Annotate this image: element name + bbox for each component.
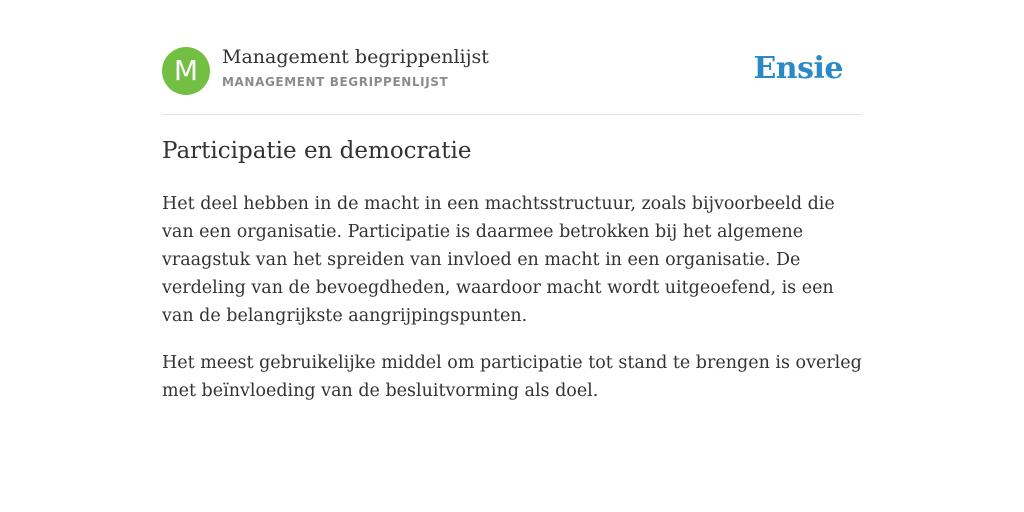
term-title: Participatie en democratie [162,138,472,164]
definition-paragraph: Het deel hebben in de macht in een machtsstructuur, zoals bijvoorbeeld die van een organisatie. Participatie is daarmee betrokken bij het algemene vraagstuk van het spreiden van invloed en macht in een organisatie. De verdeling van de bevoegdheden, waardoor macht wordt uitgeoefend, is een van de belangrijkste aangrijpingspunten. [162,194,835,326]
definition-paragraph: Het meest gebruikelijke middel om participatie tot stand te brengen is overleg met beïnvloeding van de besluitvorming als doel. [162,353,862,401]
definition-body [162,190,862,424]
definition-card [162,0,862,401]
source-avatar[interactable]: M [162,47,210,95]
source-title[interactable]: Management begrippenlijst [222,46,489,68]
ensie-logo[interactable]: Ensie [753,51,843,86]
card-header [162,0,862,115]
source-subtitle: MANAGEMENT BEGRIPPENLIJST [222,75,449,89]
